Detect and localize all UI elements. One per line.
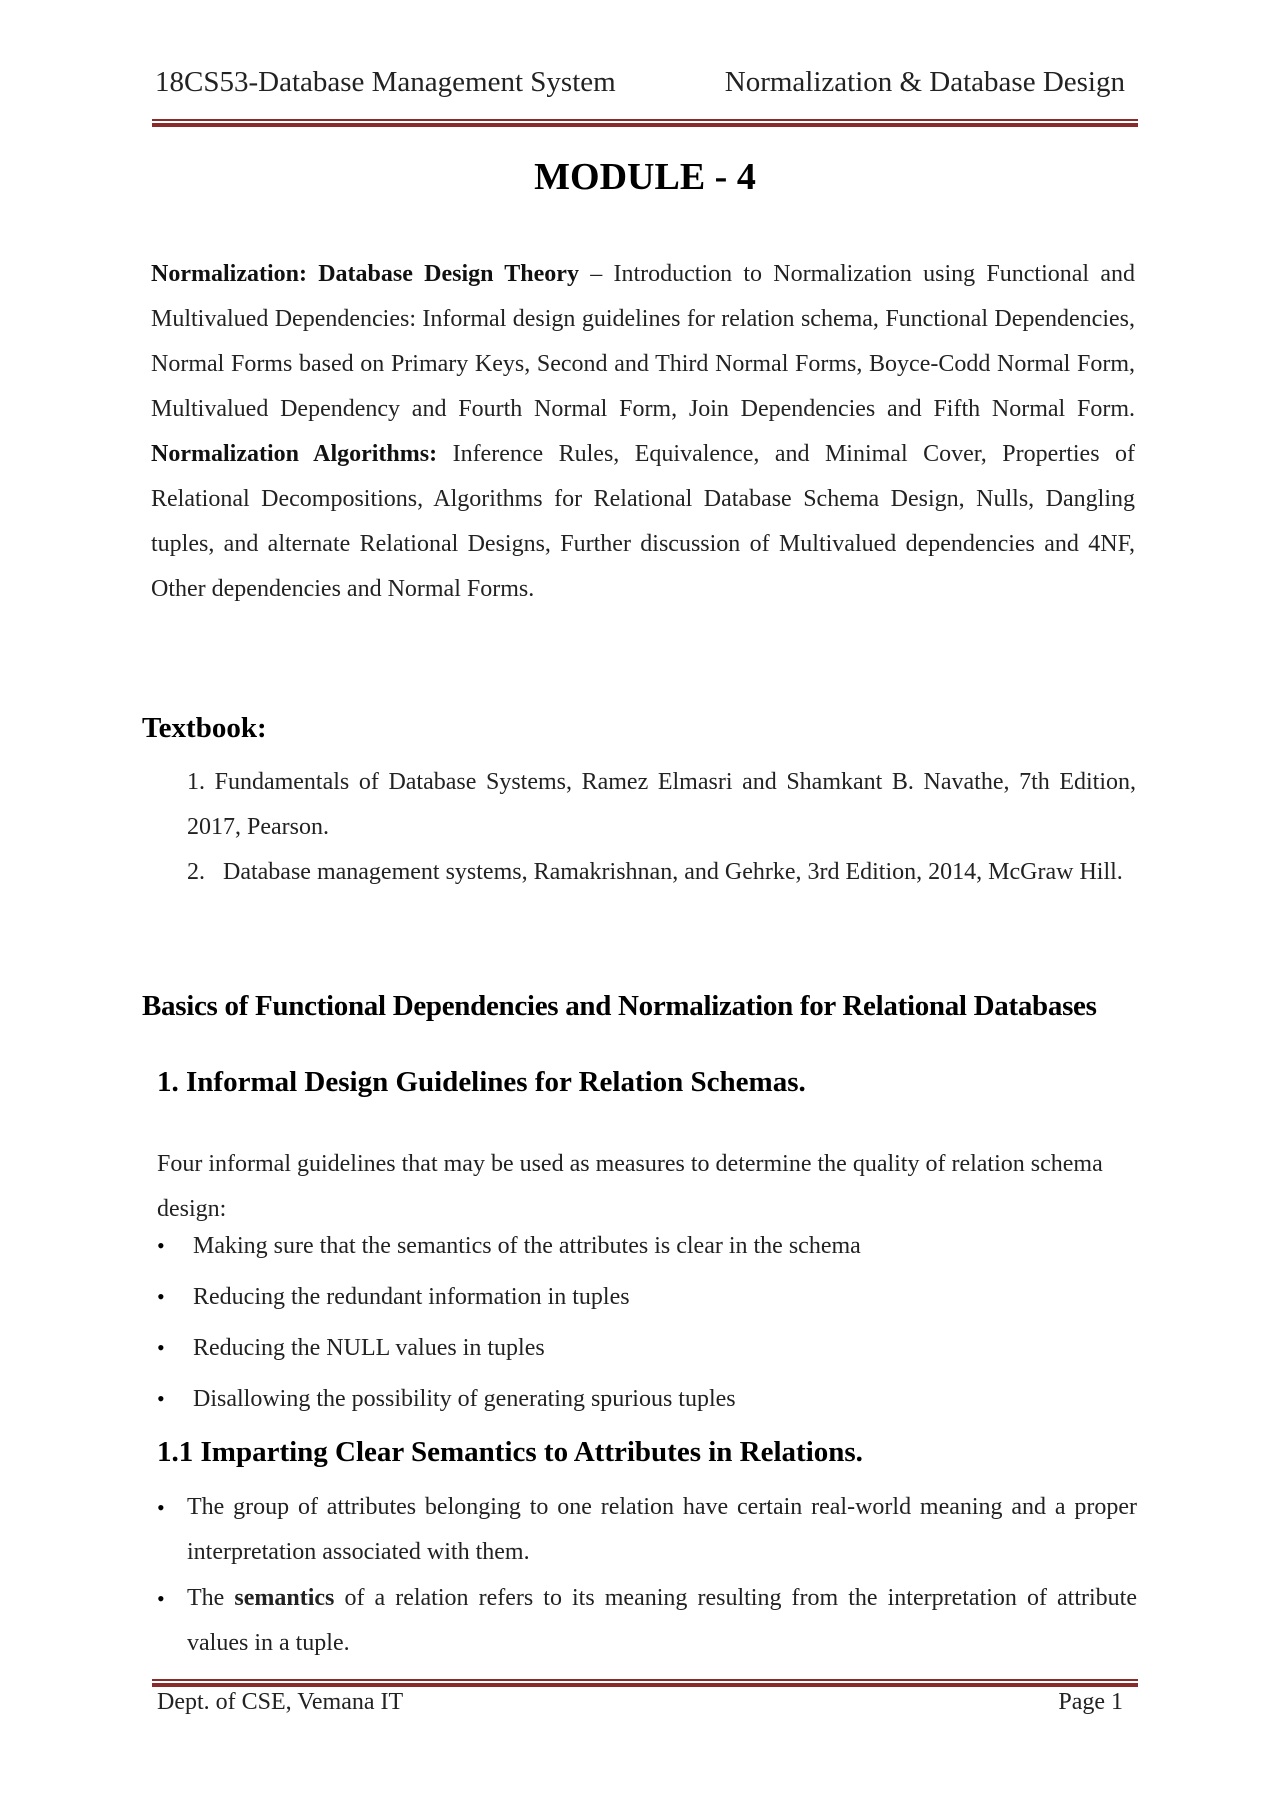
- textbook-list: [187, 760, 1136, 895]
- list-item-number: 1.: [187, 769, 205, 795]
- footer-page-number: Page 1: [1058, 1689, 1123, 1715]
- list-item-text-post: of a relation refers to its meaning resulting from the interpretation of attribute values in a tuple.: [187, 1585, 1137, 1656]
- list-item: [157, 1284, 861, 1335]
- list-item: [157, 1576, 1137, 1666]
- syllabus-text-2: Inference Rules, Equivalence, and Minimal Cover, Properties of Relational Decompositions, Algorithms for Relational Database Schema Design, Nulls, Dangling tuples, and alternate Relational Designs, Further discussion of Multivalued dependencies and 4NF, Other dependencies and Normal Forms.: [151, 441, 1136, 602]
- header-course-title: 18CS53-Database Management System: [155, 66, 616, 98]
- list-item: [187, 760, 1136, 850]
- bullet-icon: •: [157, 1586, 165, 1611]
- guidelines-list: [157, 1233, 861, 1437]
- list-item-text: Database management systems, Ramakrishnan, and Gehrke, 3rd Edition, 2014, McGraw Hill.: [223, 859, 1123, 885]
- bullet-icon: •: [157, 1233, 165, 1258]
- list-item-text: The group of attributes belonging to one relation have certain real-world meaning and a proper interpretation associated with them.: [187, 1494, 1137, 1565]
- list-item: [157, 1233, 861, 1284]
- semantics-list: [157, 1485, 1137, 1667]
- page-header: [155, 66, 1125, 106]
- syllabus-text-1: – Introduction to Normalization using Functional and Multivalued Dependencies: Informal design guidelines for relation schema, Functional Dependencies, Normal Forms based on Primary Keys, Second and Third Normal Forms, Boyce-Codd Normal Form, Multivalued Dependency and Fourth Normal Form, Join Dependencies and Fifth Normal Form.: [151, 261, 1135, 422]
- footer-department: Dept. of CSE, Vemana IT: [157, 1689, 404, 1715]
- semantics-term: semantics: [234, 1585, 335, 1611]
- bullet-icon: •: [157, 1495, 165, 1520]
- module-title: MODULE - 4: [534, 156, 756, 198]
- subsection-heading-1: 1. Informal Design Guidelines for Relation Schemas.: [157, 1066, 806, 1098]
- list-item: [157, 1485, 1137, 1575]
- syllabus-bold-topic: Normalization: Database Design Theory: [151, 261, 579, 287]
- list-item: [187, 850, 1136, 895]
- list-item-text: Disallowing the possibility of generating spurious tuples: [193, 1386, 736, 1412]
- list-item: [157, 1335, 861, 1386]
- section-heading: Basics of Functional Dependencies and Normalization for Relational Databases: [142, 990, 1097, 1022]
- module-syllabus-paragraph: [151, 252, 1135, 612]
- bullet-icon: •: [157, 1386, 165, 1411]
- list-item-text: Reducing the redundant information in tuples: [193, 1284, 630, 1310]
- list-item: [157, 1386, 861, 1437]
- header-rule: [152, 119, 1138, 127]
- syllabus-bold-algorithms: Normalization Algorithms:: [151, 441, 438, 467]
- textbook-heading: Textbook:: [142, 712, 267, 744]
- bullet-icon: •: [157, 1335, 165, 1360]
- footer-rule: [152, 1679, 1138, 1687]
- list-item-number: 2.: [187, 859, 205, 885]
- subsection-heading-1-1: 1.1 Imparting Clear Semantics to Attributes in Relations.: [157, 1436, 863, 1468]
- list-item-text: Making sure that the semantics of the attributes is clear in the schema: [193, 1233, 861, 1259]
- guidelines-intro: Four informal guidelines that may be used as measures to determine the quality of relation schema design:: [157, 1151, 1103, 1222]
- bullet-icon: •: [157, 1284, 165, 1309]
- list-item-text: Reducing the NULL values in tuples: [193, 1335, 545, 1361]
- header-chapter-title: Normalization & Database Design: [724, 66, 1125, 98]
- list-item-text-pre: The: [187, 1585, 235, 1611]
- page-footer: [157, 1689, 1123, 1716]
- list-item-text: Fundamentals of Database Systems, Ramez Elmasri and Shamkant B. Navathe, 7th Edition, 2017, Pearson.: [187, 769, 1137, 840]
